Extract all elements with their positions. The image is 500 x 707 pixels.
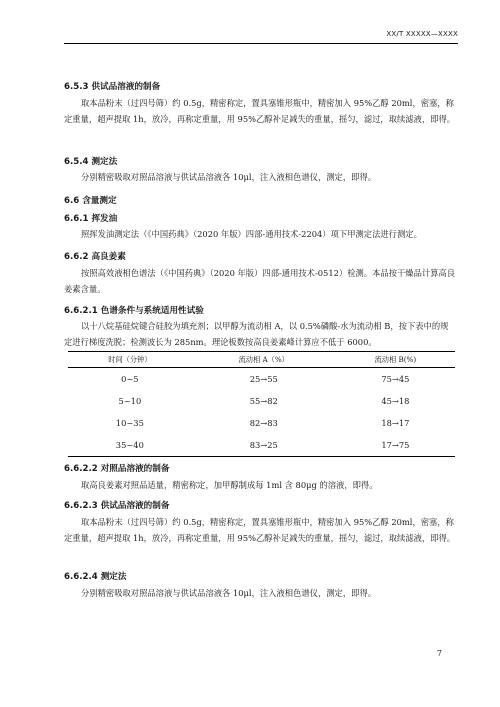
section-heading: 6.5.3 供试品溶液的制备 (64, 82, 161, 92)
table-cell: 35~40 (68, 434, 192, 457)
section-paragraph (64, 319, 456, 350)
paragraph-text: 按照高效液相色谱法（《中国药典》（2020 年版）四部-通用技术-0512）检测。本品按干燥品计算高良姜素含量。 (64, 268, 456, 294)
section-paragraph (64, 266, 456, 297)
table-row (68, 434, 455, 457)
section-heading: 6.6 含量测定 (64, 196, 117, 206)
table-cell: 0~5 (121, 374, 139, 384)
section-paragraph (64, 170, 456, 186)
table-row (68, 390, 455, 412)
section-paragraph (64, 478, 456, 494)
section-paragraph (64, 586, 456, 602)
section-paragraph (64, 227, 456, 243)
paragraph-text: 取高良姜素对照品适量，精密称定，加甲醇制成每 1ml 含 80μg 的溶液，即得。 (81, 480, 378, 490)
page-number: 7 (436, 649, 442, 658)
column-header-mobile-phase-b: 流动相 B(%) (336, 352, 455, 368)
section-heading: 6.5.4 测定法 (64, 157, 118, 167)
table-row (68, 412, 455, 434)
table-row (68, 368, 455, 391)
gradient-table (68, 351, 455, 457)
paragraph-text: 照挥发油测定法（《中国药典》（2020 年版）四部-通用技术-2204）项下甲测定法进行测定。 (81, 229, 422, 239)
paragraph-text: 分别精密吸取对照品溶液与供试品溶液各 10μl，注入液相色谱仪，测定，即得。 (81, 588, 377, 598)
document-code: XX/T XXXXX—XXXX (386, 30, 458, 38)
header-rule (64, 43, 458, 44)
table-header-row (68, 352, 455, 368)
table-cell: 55→82 (249, 396, 278, 406)
table-cell: 75→45 (381, 374, 410, 384)
column-header-time: 时间（分钟） (68, 352, 192, 368)
table-cell: 5~10 (118, 396, 142, 406)
table-cell: 18→17 (381, 418, 410, 428)
table-cell: 82→83 (249, 418, 278, 428)
section-heading: 6.6.1 挥发油 (64, 214, 118, 224)
paragraph-text: 取本品粉末（过四号筛）约 0.5g，精密称定，置具塞锥形瓶中，精密加入 95%乙醇 20ml，密塞，称定重量，超声提取 1h，放冷，再称定重量，用 95%乙醇补足减失的重量，摇匀，滤过，取续滤液，即得。 (64, 517, 456, 543)
table-cell: 25→55 (249, 374, 278, 384)
section-heading: 6.6.2.2 对照品溶液的制备 (64, 464, 170, 474)
section-paragraph (64, 96, 456, 127)
section-heading: 6.6.2.3 供试品溶液的制备 (64, 501, 170, 511)
paragraph-text: 分别精密吸取对照品溶液与供试品溶液各 10μl，注入液相色谱仪，测定，即得。 (81, 172, 377, 182)
table-cell: 17→75 (336, 434, 455, 457)
section-heading: 6.6.2.4 测定法 (64, 572, 127, 582)
paragraph-text: 以十八烷基硅烷键合硅胶为填充剂；以甲醇为流动相 A，以 0.5%磷酸-水为流动相 B，按下表中的规定进行梯度洗脱；检测波长为 285nm。理论板数按高良姜素峰计算应不低于 6000。 (64, 321, 449, 347)
section-heading: 6.6.2.1 色谱条件与系统适用性试验 (64, 306, 204, 316)
table-cell: 83→25 (192, 434, 336, 457)
paragraph-text: 取本品粉末（过四号筛）约 0.5g，精密称定，置具塞锥形瓶中，精密加入 95%乙醇 20ml，密塞，称定重量，超声提取 1h，放冷，再称定重量，用 95%乙醇补足减失的重量，摇匀，滤过，取续滤液，即得。 (64, 98, 456, 124)
table-cell: 45→18 (381, 396, 410, 406)
table-cell: 10~35 (115, 418, 144, 428)
section-heading: 6.6.2 高良姜素 (64, 252, 126, 262)
column-header-mobile-phase-a: 流动相 A（%） (192, 352, 336, 368)
section-paragraph (64, 515, 456, 546)
